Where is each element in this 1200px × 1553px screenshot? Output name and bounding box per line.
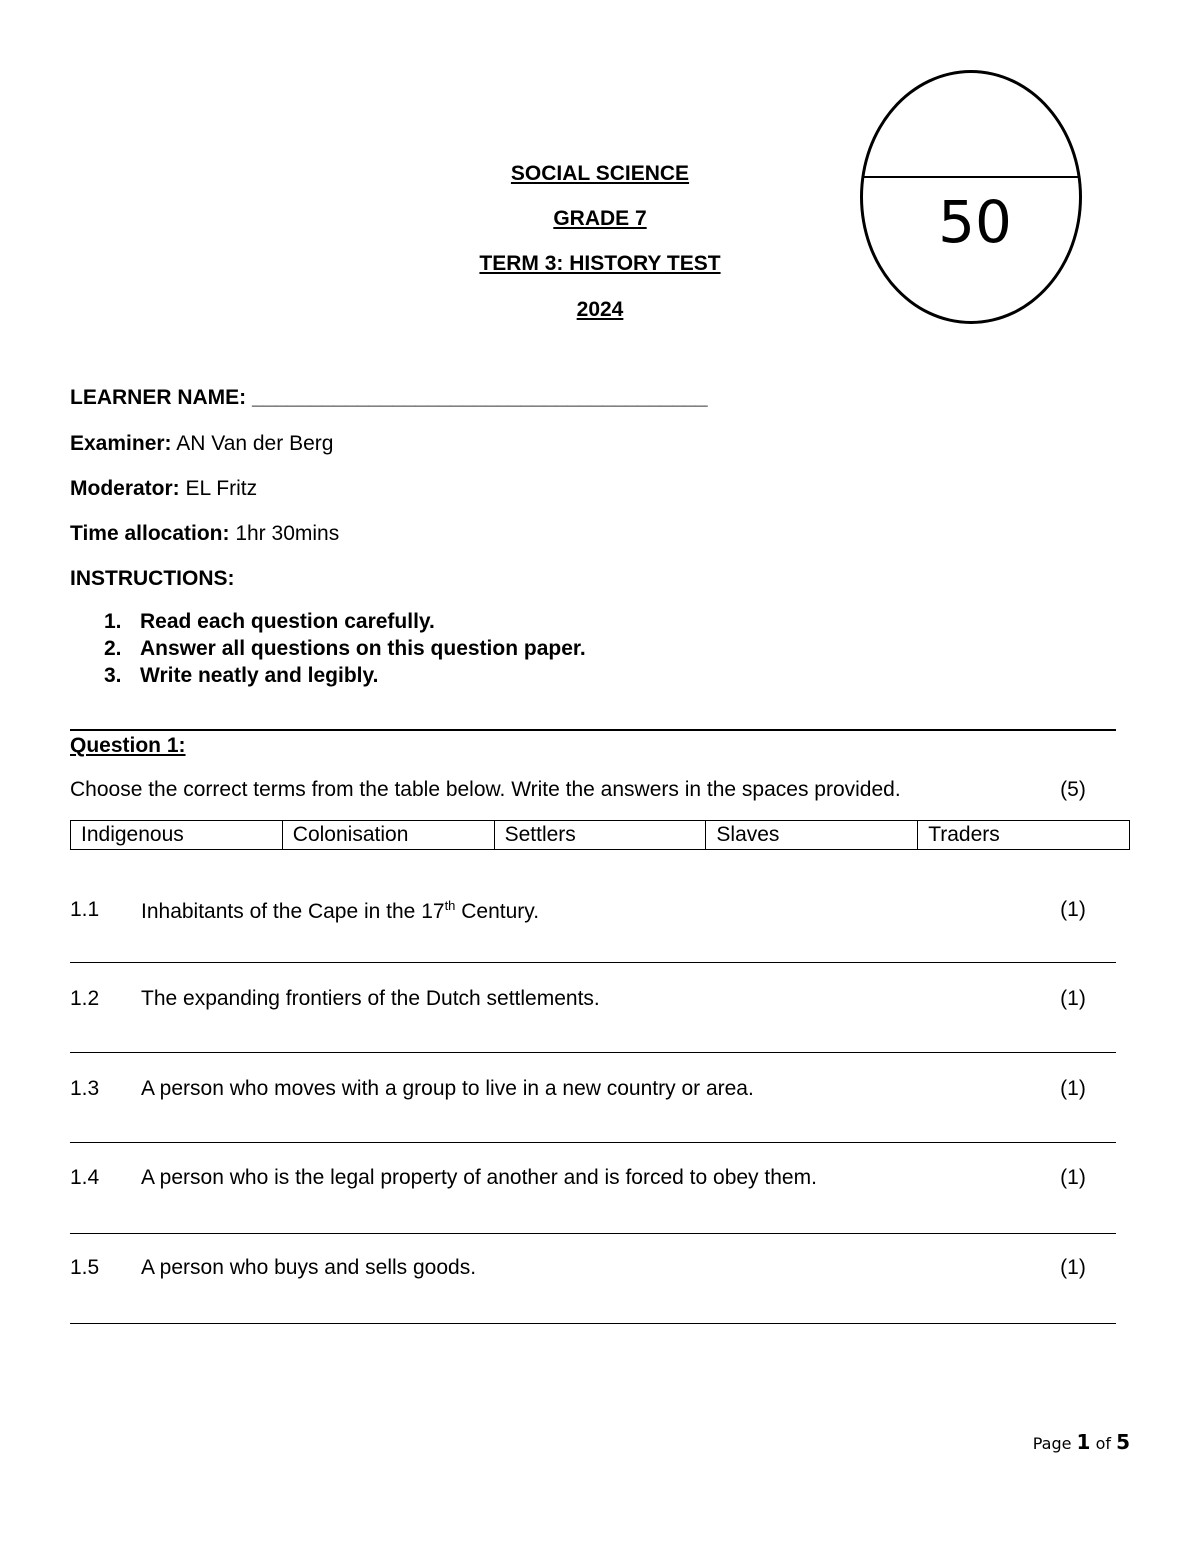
time-allocation-value: 1hr 30mins bbox=[235, 522, 340, 545]
test-title: TERM 3: HISTORY TEST bbox=[479, 252, 721, 275]
answer-line[interactable] bbox=[70, 962, 1116, 963]
question-1-intro: Choose the correct terms from the table below. Write the answers in the spaces provided. bbox=[70, 778, 901, 801]
question-marks: (1) bbox=[1060, 898, 1086, 921]
terms-table bbox=[70, 820, 1130, 850]
subject-title: SOCIAL SCIENCE bbox=[510, 162, 690, 185]
term-cell: Traders bbox=[918, 821, 1130, 850]
term-cell: Settlers bbox=[494, 821, 706, 850]
question-1-marks: (5) bbox=[1060, 778, 1086, 801]
answer-line[interactable] bbox=[70, 1052, 1116, 1053]
instruction-item: 1. Read each question carefully. bbox=[104, 610, 435, 633]
examiner-row bbox=[70, 432, 333, 456]
instructions-heading: INSTRUCTIONS: bbox=[70, 567, 235, 590]
question-number: 1.4 bbox=[70, 1166, 100, 1189]
question-number: 1.2 bbox=[70, 987, 100, 1010]
question-number: 1.1 bbox=[70, 898, 100, 921]
instruction-item: 2. Answer all questions on this question paper. bbox=[104, 637, 586, 660]
learner-name-label: LEARNER NAME: bbox=[70, 386, 247, 409]
question-marks: (1) bbox=[1060, 1256, 1086, 1279]
time-allocation-row bbox=[70, 522, 339, 546]
grade-title: GRADE 7 bbox=[553, 207, 647, 230]
term-cell: Colonisation bbox=[282, 821, 494, 850]
section-divider bbox=[70, 729, 1116, 731]
term-cell: Slaves bbox=[706, 821, 918, 850]
score-total: 50 bbox=[938, 188, 1012, 256]
examiner-label: Examiner: bbox=[70, 432, 172, 455]
moderator-label: Moderator: bbox=[70, 477, 180, 500]
answer-line[interactable] bbox=[70, 1323, 1116, 1324]
question-text: A person who buys and sells goods. bbox=[141, 1256, 477, 1279]
question-marks: (1) bbox=[1060, 1166, 1086, 1189]
score-divider bbox=[862, 176, 1080, 178]
question-marks: (1) bbox=[1060, 1077, 1086, 1100]
answer-line[interactable] bbox=[70, 1233, 1116, 1234]
examiner-value: AN Van der Berg bbox=[176, 432, 334, 455]
page-number: Page 1 of 5 bbox=[1032, 1430, 1130, 1454]
moderator-row bbox=[70, 477, 257, 501]
question-text: The expanding frontiers of the Dutch settlements. bbox=[141, 987, 600, 1010]
answer-line[interactable] bbox=[70, 1142, 1116, 1143]
question-text: Inhabitants of the Cape in the 17th Century. bbox=[141, 898, 540, 923]
moderator-value: EL Fritz bbox=[185, 477, 258, 500]
question-text: A person who is the legal property of another and is forced to obey them. bbox=[141, 1166, 817, 1189]
question-number: 1.3 bbox=[70, 1077, 100, 1100]
learner-name-row bbox=[70, 386, 708, 410]
year-title: 2024 bbox=[576, 298, 624, 321]
question-marks: (1) bbox=[1060, 987, 1086, 1010]
question-number: 1.5 bbox=[70, 1256, 100, 1279]
term-cell: Indigenous bbox=[71, 821, 283, 850]
question-1-heading: Question 1: bbox=[70, 734, 186, 757]
time-allocation-label: Time allocation: bbox=[70, 522, 230, 545]
instruction-item: 3. Write neatly and legibly. bbox=[104, 664, 379, 687]
learner-name-blank[interactable]: _______________________________________ bbox=[252, 386, 708, 409]
question-text: A person who moves with a group to live in a new country or area. bbox=[141, 1077, 754, 1100]
